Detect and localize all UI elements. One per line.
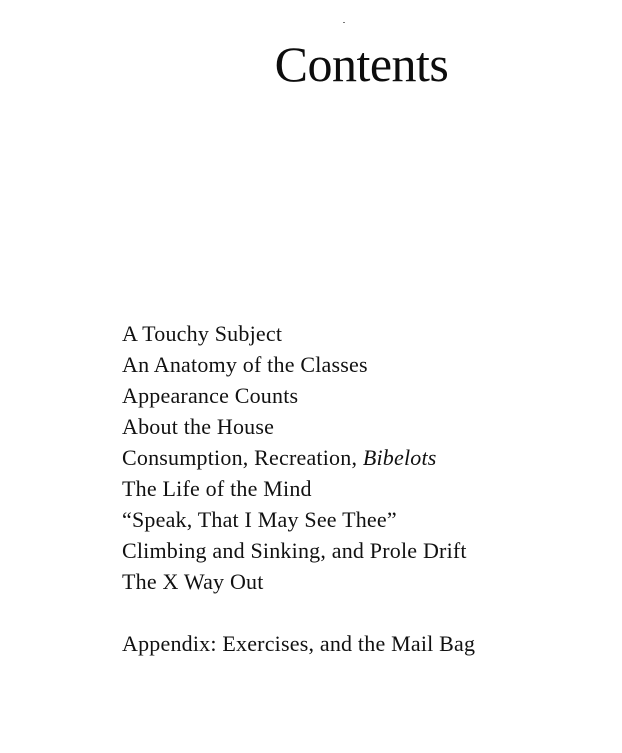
toc-item-touchy-subject: [122, 318, 467, 349]
toc-item-consumption-recreation-bibelots: [122, 442, 467, 473]
toc-item-label: About the House: [122, 414, 275, 439]
toc-item-life-of-the-mind: [122, 473, 467, 504]
toc-item-appendix: Appendix: Exercises, and the Mail Bag: [122, 631, 476, 656]
toc-item-speak-that-i-may-see-thee: [122, 504, 467, 535]
toc-item-anatomy-of-classes: [122, 349, 467, 380]
page-title: Contents: [274, 36, 449, 92]
toc-item-appearance-counts: [122, 380, 467, 411]
toc-item-about-the-house: [122, 411, 467, 442]
toc-item-label: Appearance Counts: [122, 383, 299, 408]
table-of-contents: [122, 318, 467, 597]
toc-item-label: Consumption, Recreation,: [122, 445, 363, 470]
toc-item-label: The Life of the Mind: [122, 476, 312, 501]
toc-item-label: An Anatomy of the Classes: [122, 352, 368, 377]
toc-item-label: A Touchy Subject: [122, 321, 283, 346]
toc-item-label: “Speak, That I May See Thee”: [122, 507, 397, 532]
toc-item-label: The X Way Out: [122, 569, 264, 594]
print-speck: [343, 22, 345, 23]
toc-item-climbing-and-sinking: [122, 535, 467, 566]
toc-item-italic-word: Bibelots: [362, 445, 437, 470]
toc-item-x-way-out: [122, 566, 467, 597]
toc-item-label: Climbing and Sinking, and Prole Drift: [122, 538, 467, 563]
